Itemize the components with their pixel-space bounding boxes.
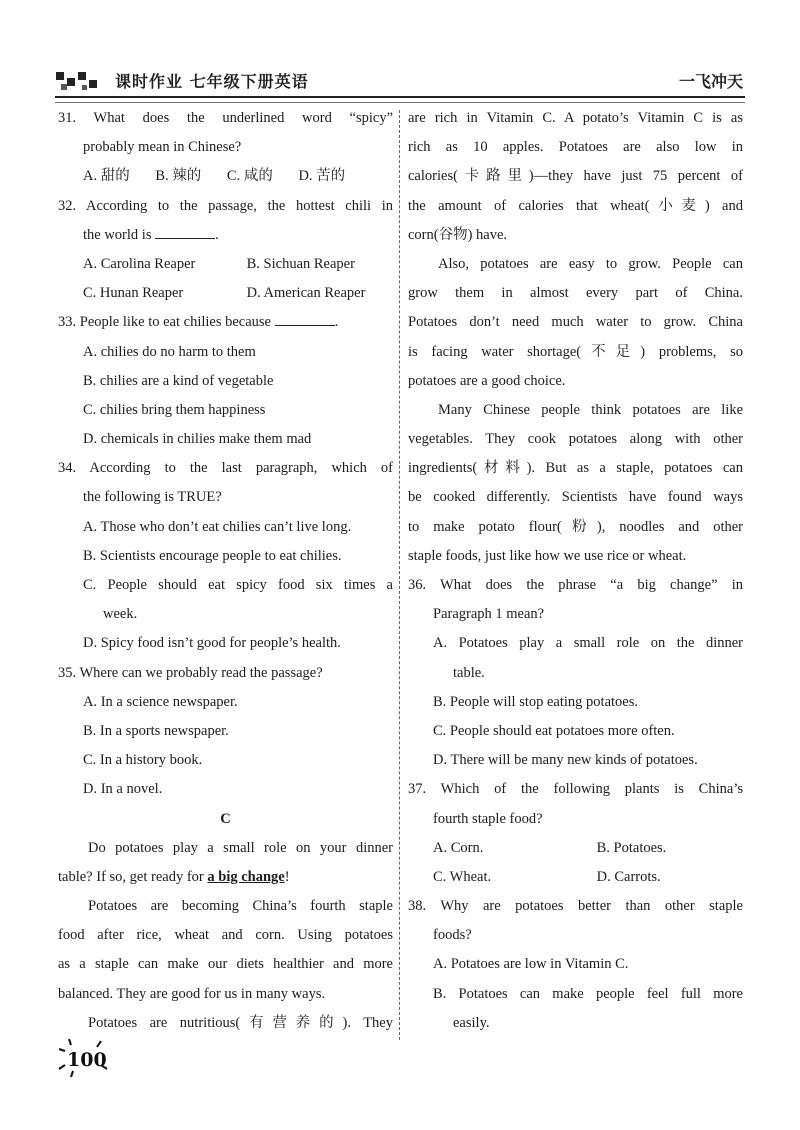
passage-paragraph-4 bbox=[408, 250, 743, 396]
question-32 bbox=[58, 192, 393, 309]
option-b: B. chilies are a kind of vegetable bbox=[83, 372, 274, 389]
question-36 bbox=[408, 571, 743, 775]
answer-blank bbox=[155, 224, 215, 239]
option-c: C. People should eat spicy food six times a bbox=[83, 577, 393, 593]
stem-text: the world is bbox=[83, 226, 152, 243]
page-number-text: 100 bbox=[67, 1049, 107, 1071]
stem-end: . bbox=[334, 314, 339, 331]
question-33 bbox=[58, 308, 393, 454]
question-35 bbox=[58, 659, 393, 805]
option-b: B. 辣的 bbox=[155, 168, 202, 185]
question-stem: foods? bbox=[433, 927, 472, 944]
option-a: A. In a science newspaper. bbox=[83, 693, 238, 710]
passage-paragraph-3-cont bbox=[408, 104, 743, 250]
option-b: B. People will stop eating potatoes. bbox=[433, 693, 638, 710]
passage-line: Also, potatoes are easy to grow. People can bbox=[438, 255, 743, 272]
page-number-badge-icon bbox=[55, 1035, 115, 1080]
right-column bbox=[408, 104, 743, 1038]
option-c: C. Hunan Reaper bbox=[83, 285, 184, 302]
header-rule bbox=[55, 96, 745, 103]
option-b: B. Potatoes. bbox=[596, 839, 667, 856]
passage-text: table? If so, get ready for bbox=[58, 868, 204, 885]
passage-line: is facing water shortage(不足) problems, so bbox=[408, 343, 743, 360]
options-row bbox=[58, 279, 393, 308]
question-38 bbox=[408, 892, 743, 1038]
passage-line: to make potato flour(粉), noodles and other bbox=[408, 518, 743, 535]
option-c-cont: week. bbox=[103, 606, 138, 623]
passage-line: are rich in Vitamin C. A potato’s Vitamin C is as bbox=[408, 110, 743, 126]
book-logo-icon bbox=[55, 68, 105, 94]
passage-text: ! bbox=[284, 868, 290, 885]
option-b-cont: easily. bbox=[453, 1014, 490, 1031]
option-a: A. 甜的 bbox=[83, 168, 130, 185]
question-stem bbox=[58, 308, 393, 337]
stem-end: . bbox=[215, 226, 219, 243]
question-stem: 37. Which of the following plants is China’s bbox=[408, 781, 743, 798]
question-stem: 36. What does the phrase “a big change” in bbox=[408, 577, 743, 593]
passage-line: corn(谷物) have. bbox=[408, 226, 508, 243]
question-stem: 35. Where can we probably read the passage? bbox=[58, 664, 323, 681]
option-b: B. Sichuan Reaper bbox=[246, 255, 355, 272]
option-c: C. In a history book. bbox=[83, 752, 203, 769]
passage-line: Potatoes don’t need much water to grow. China bbox=[408, 314, 743, 331]
passage-line: the amount of calories that wheat(小麦) and bbox=[408, 197, 743, 214]
passage-paragraph-2 bbox=[58, 892, 393, 1009]
page-number bbox=[55, 1035, 115, 1080]
underlined-phrase: a big change bbox=[207, 868, 285, 885]
question-stem: 38. Why are potatoes better than other staple bbox=[408, 898, 743, 915]
brand-logo: 一飞冲天 bbox=[678, 72, 743, 91]
option-a: A. chilies do no harm to them bbox=[83, 343, 256, 360]
option-c: C. People should eat potatoes more often. bbox=[433, 722, 675, 739]
question-stem: Paragraph 1 mean? bbox=[433, 606, 545, 623]
option-c: C. Wheat. bbox=[433, 868, 492, 885]
question-stem: the following is TRUE? bbox=[83, 489, 222, 506]
option-d: D. 苦的 bbox=[298, 168, 346, 185]
passage-line: be cooked differently. Scientists have found ways bbox=[408, 489, 743, 506]
options-row bbox=[58, 162, 393, 191]
passage-line bbox=[58, 863, 393, 892]
question-31 bbox=[58, 104, 393, 192]
passage-line: Many Chinese people think potatoes are like bbox=[438, 401, 743, 418]
section-heading: C bbox=[220, 810, 231, 827]
header-title: 课时作业 七年级下册英语 bbox=[115, 72, 309, 91]
option-d: D. American Reaper bbox=[246, 285, 366, 302]
question-34 bbox=[58, 454, 393, 658]
option-b: B. Scientists encourage people to eat chilies. bbox=[83, 547, 342, 564]
options-row bbox=[408, 863, 743, 892]
option-d: D. There will be many new kinds of potatoes. bbox=[433, 752, 698, 769]
passage-line: Potatoes are nutritious(有营养的). They bbox=[88, 1014, 393, 1031]
question-stem: 32. According to the passage, the hottest chili in bbox=[58, 197, 393, 214]
passage-line: ingredients(材料). But as a staple, potatoes can bbox=[408, 460, 743, 477]
question-37 bbox=[408, 775, 743, 892]
option-d: D. In a novel. bbox=[83, 781, 163, 798]
option-a-cont: table. bbox=[453, 664, 485, 681]
passage-paragraph-5 bbox=[408, 396, 743, 571]
option-a: A. Carolina Reaper bbox=[83, 255, 196, 272]
left-column bbox=[58, 104, 393, 1038]
option-a: A. Potatoes are low in Vitamin C. bbox=[433, 956, 629, 973]
passage-paragraph-3 bbox=[58, 1009, 393, 1038]
question-stem: probably mean in Chinese? bbox=[83, 139, 242, 156]
passage-paragraph-1 bbox=[58, 834, 393, 892]
passage-line: Do potatoes play a small role on your dinner bbox=[88, 839, 393, 856]
passage-line: vegetables. They cook potatoes along with other bbox=[408, 431, 743, 448]
passage-line: staple foods, just like how we use rice or wheat. bbox=[408, 547, 687, 564]
passage-line: potatoes are a good choice. bbox=[408, 372, 566, 389]
options-row bbox=[58, 250, 393, 279]
question-stem: 34. According to the last paragraph, which of bbox=[58, 460, 393, 477]
option-a: A. Corn. bbox=[433, 839, 484, 856]
option-c: C. 咸的 bbox=[226, 168, 273, 185]
option-b: B. Potatoes can make people feel full more bbox=[433, 985, 743, 1002]
option-c: C. chilies bring them happiness bbox=[83, 401, 266, 418]
option-d: D. Spicy food isn’t good for people’s health. bbox=[83, 635, 341, 652]
answer-blank bbox=[275, 311, 335, 326]
stem-text: 33. People like to eat chilies because bbox=[58, 314, 271, 331]
passage-line: food after rice, wheat and corn. Using potatoes bbox=[58, 927, 393, 944]
options-row bbox=[408, 834, 743, 863]
passage-line: calories(卡路里)—they have just 75 percent of bbox=[408, 168, 743, 185]
question-stem: fourth staple food? bbox=[433, 810, 543, 827]
option-b: B. In a sports newspaper. bbox=[83, 722, 229, 739]
question-stem bbox=[58, 221, 393, 250]
option-d: D. Carrots. bbox=[596, 868, 661, 885]
passage-line: grow them in almost every part of China. bbox=[408, 285, 743, 302]
option-a: A. Those who don’t eat chilies can’t live long. bbox=[83, 518, 352, 535]
option-d: D. chemicals in chilies make them mad bbox=[83, 431, 312, 448]
passage-line: Potatoes are becoming China’s fourth staple bbox=[88, 898, 393, 915]
page-header bbox=[55, 64, 745, 104]
passage-line: as a staple can make our diets healthier and more bbox=[58, 956, 393, 973]
question-stem: 31. What does the underlined word “spicy” bbox=[58, 110, 393, 126]
option-a: A. Potatoes play a small role on the dinner bbox=[433, 635, 743, 652]
passage-line: balanced. They are good for us in many ways. bbox=[58, 985, 326, 1002]
passage-line: rich as 10 apples. Potatoes are also low in bbox=[408, 139, 743, 156]
